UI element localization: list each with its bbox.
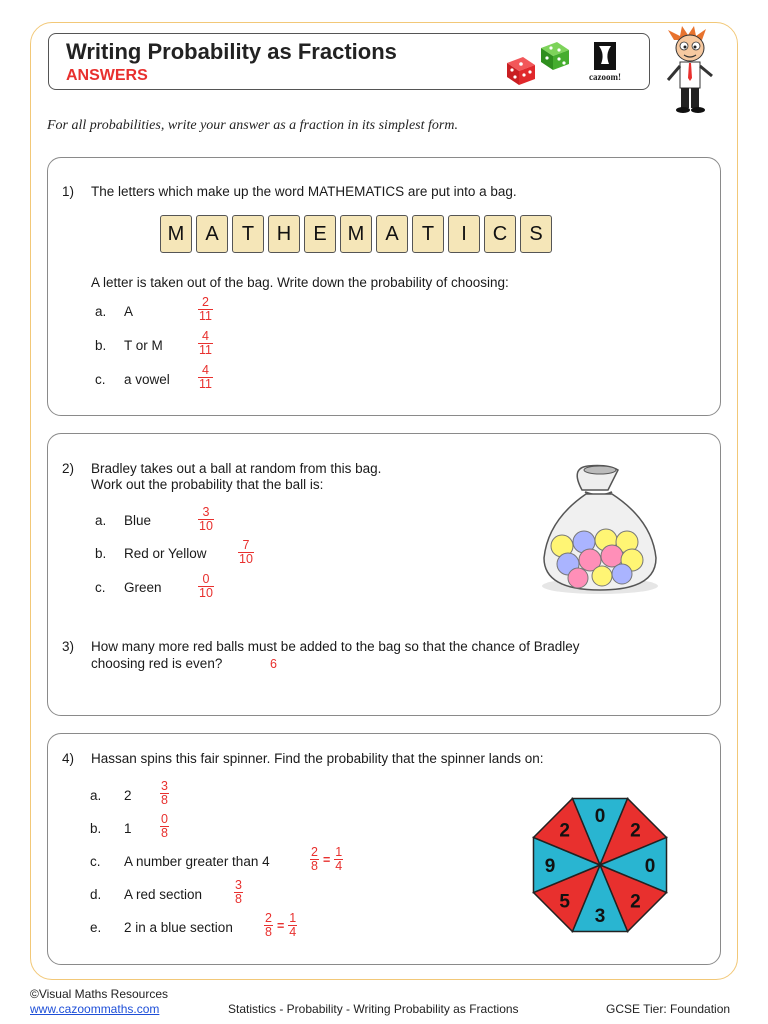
question-1-number: 1) [62, 184, 75, 199]
part-text: Red or Yellow [124, 546, 207, 561]
equals-sign: = [322, 852, 331, 867]
part-label: a. [95, 513, 107, 528]
answer-fraction [198, 573, 214, 600]
green-dice-icon [537, 38, 573, 72]
page-title: Writing Probability as Fractions [66, 39, 397, 64]
question-2-line-1: Bradley takes out a ball at random from this bag. [91, 461, 382, 476]
spinner-number: 5 [559, 891, 570, 913]
ball-bag-illustration [530, 458, 670, 598]
answer-fraction-simplified [264, 912, 297, 939]
question-1-prompt: A letter is taken out of the bag. Write down the probability of choosing: [91, 275, 509, 290]
answer-denominator: 11 [199, 309, 212, 324]
answer-numerator: 3 [198, 506, 214, 520]
question-2-line-2: Work out the probability that the ball is: [91, 477, 324, 492]
question-3-number: 3) [62, 639, 75, 654]
part-text: a vowel [124, 372, 170, 387]
page-subtitle: ANSWERS [66, 67, 148, 84]
question-3-line-1: How many more red balls must be added to the bag so that the chance of Bradley [91, 639, 580, 654]
part-label: c. [95, 580, 106, 595]
answer-numerator: 4 [198, 330, 213, 344]
part-text: 1 [124, 821, 132, 836]
answer-fraction [160, 813, 169, 840]
question-2-number: 2) [62, 461, 75, 476]
answer-numerator: 2 [265, 911, 272, 925]
question-3-line-2: choosing red is even? [91, 656, 223, 671]
website-link[interactable]: www.cazoommaths.com [30, 1002, 160, 1016]
spinner-number: 0 [594, 806, 606, 827]
answer-numerator: 3 [161, 779, 168, 793]
answer-denominator: 8 [265, 925, 272, 940]
part-text: A [124, 304, 134, 319]
letter-tile: S [520, 215, 552, 253]
answer-fraction [198, 364, 213, 391]
answer-numerator: 0 [161, 812, 168, 826]
part-text: 2 [124, 788, 132, 803]
answer-fraction [160, 780, 169, 807]
mascot-character-icon [660, 26, 720, 114]
answer-fraction [198, 296, 213, 323]
part-label: d. [90, 887, 102, 902]
answer-denominator: 10 [199, 586, 213, 601]
footer-left [30, 987, 168, 1017]
letter-tile: A [376, 215, 408, 253]
question-4-number: 4) [62, 751, 75, 766]
cazoom-logo [576, 40, 634, 86]
answer-denominator: 8 [161, 826, 168, 841]
footer-topic: Statistics - Probability - Writing Probability as Fractions [228, 1002, 519, 1016]
letter-tile: A [196, 215, 228, 253]
part-text: Green [124, 580, 162, 595]
answer-numerator: 1 [335, 845, 343, 859]
part-label: c. [90, 854, 101, 869]
answer-numerator: 1 [289, 911, 297, 925]
octagon-spinner [527, 792, 673, 938]
answer-fraction [234, 879, 243, 906]
spinner-number: 3 [594, 906, 606, 927]
letter-tile: M [340, 215, 372, 253]
part-label: a. [95, 304, 107, 319]
instructions: For all probabilities, write your answer as a fraction in its simplest form. [47, 118, 458, 133]
answer-denominator: 4 [289, 925, 297, 940]
answer-denominator: 8 [235, 892, 242, 907]
part-label: b. [90, 821, 102, 836]
copyright-text: ©Visual Maths Resources [30, 987, 169, 1001]
part-text: A red section [124, 887, 203, 902]
letter-tile: T [232, 215, 264, 253]
answer-denominator: 8 [161, 793, 168, 808]
letter-tile: I [448, 215, 480, 253]
part-label: e. [90, 920, 102, 935]
red-dice-icon [503, 53, 539, 87]
question-3-answer: 6 [270, 657, 277, 671]
spinner-number: 2 [559, 820, 570, 842]
spinner-number: 0 [644, 856, 656, 877]
footer-tier: GCSE Tier: Foundation [606, 1002, 731, 1016]
answer-denominator: 10 [239, 552, 253, 567]
answer-numerator: 3 [235, 878, 242, 892]
logo-mark-icon [576, 40, 634, 72]
answer-numerator: 2 [198, 296, 213, 310]
answer-fraction [198, 330, 213, 357]
part-label: b. [95, 338, 107, 353]
equals-sign: = [276, 918, 285, 933]
answer-numerator: 7 [238, 539, 254, 553]
part-text: Blue [124, 513, 152, 528]
spinner-number: 9 [544, 856, 556, 877]
answer-denominator: 8 [311, 859, 318, 874]
answer-fraction-simplified [310, 846, 343, 873]
answer-denominator: 10 [199, 519, 213, 534]
letter-tile: M [160, 215, 192, 253]
letter-tile: C [484, 215, 516, 253]
answer-numerator: 0 [198, 573, 214, 587]
answer-fraction [238, 539, 254, 566]
part-text: T or M [124, 338, 163, 353]
question-4-text: Hassan spins this fair spinner. Find the probability that the spinner lands on: [91, 751, 544, 766]
answer-denominator: 11 [199, 343, 212, 358]
answer-denominator: 4 [335, 859, 343, 874]
answer-denominator: 11 [199, 377, 212, 392]
logo-text: cazoom! [589, 72, 621, 82]
spinner-number: 2 [630, 820, 641, 842]
part-label: b. [95, 546, 107, 561]
answer-numerator: 2 [311, 845, 318, 859]
part-label: a. [90, 788, 102, 803]
spinner-number: 2 [630, 891, 641, 913]
answer-fraction [198, 506, 214, 533]
letter-tile: E [304, 215, 336, 253]
letter-tile: T [412, 215, 444, 253]
answer-numerator: 4 [198, 364, 213, 378]
part-text: A number greater than 4 [124, 854, 270, 869]
part-text: 2 in a blue section [124, 920, 233, 935]
letter-tiles [160, 215, 552, 253]
part-label: c. [95, 372, 106, 387]
question-1-text: The letters which make up the word MATHEMATICS are put into a bag. [91, 184, 517, 199]
letter-tile: H [268, 215, 300, 253]
